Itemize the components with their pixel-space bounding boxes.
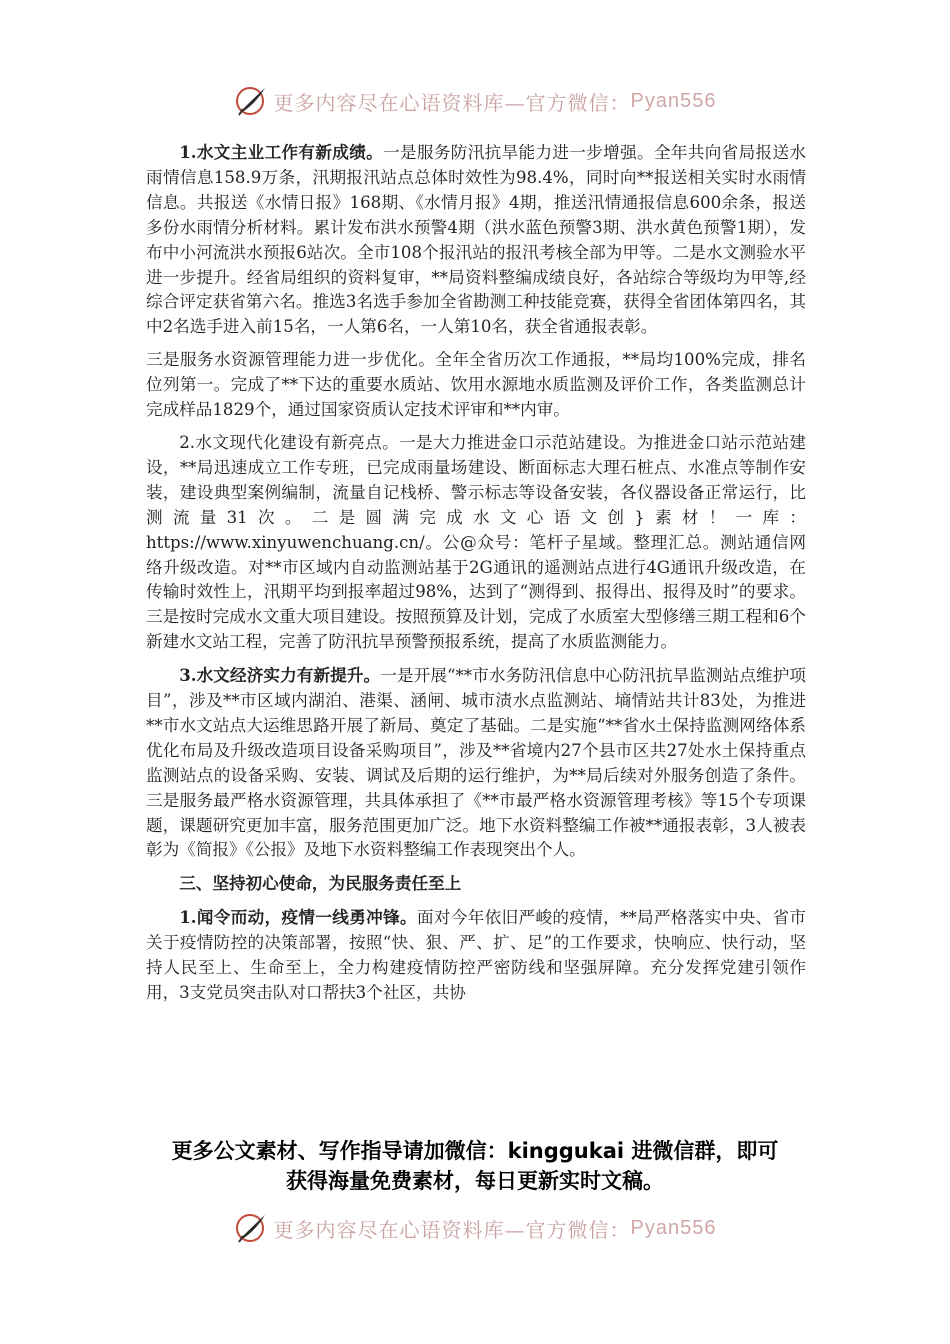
quill-logo-icon [234,84,268,118]
footer-banner [0,1211,950,1245]
paragraph-1 [146,140,806,340]
paragraph-4 [146,663,806,863]
paragraph-4-text: 一是开展“**市水务防汛信息中心防汛抗旱监测站点维护项目”，涉及**市区域内湖泊、港渠、涵闸、城市渍水点监测站、墒情站共计83处，为推进**市水文站点大运维思路开展了新局、奠定了基础。二是实施“**省水土保持监测网络体系优化布局及升级改造项目设备采购项目”，涉及**省境内27个县市区共27处水土保持重点监测站点的设备采购、安装、调试及后期的运行维护，为**局后续对外服务创造了条件。三是服务最严格水资源管理，共具体承担了《**市最严格水资源管理考核》等15个专项课题，课题研究更加丰富，服务范围更加广泛。地下水资料整编工作被**通报表彰，3人被表彰为《简报》《公报》及地下水资料整编工作表现突出个人。 [146,666,806,860]
paragraph-1-heading: 1.水文主业工作有新成绩。 [179,142,384,162]
paragraph-5-text: 面对今年依旧严峻的疫情，**局严格落实中央、省市关于疫情防控的决策部署，按照“快、狠、严、扩、足”的工作要求，快响应、快行动，坚持人民至上、生命至上，全力构建疫情防控严密防线和坚强屏障。充分发挥党建引领作用，3支党员突击队对口帮扶3个社区，共协 [146,908,807,1002]
paragraph-2 [146,348,806,423]
paragraph-1-text: 一是服务防汛抗旱能力进一步增强。全年共向省局报送水雨情信息158.9万条，汛期报汛站点总体时效性为98.4%，同时向**报送相关实时水雨情信息。共报送《水情日报》168期、《水情月报》4期，推送汛情通报信息600余条，报送多份水雨情分析材料。累计发布洪水预警4期（洪水蓝色预警3期、洪水黄色预警1期），发布中小河流洪水预报6站次。全市108个报汛站的报汛考核全部为甲等。二是水文测验水平进一步提升。经省局组织的资料复审，**局资料整编成绩良好，各站综合等级均为甲等,经综合评定获省第六名。推选3名选手参加全省勘测工种技能竞赛，获得全省团体第四名，其中2名选手进入前15名，一人第6名，一人第10名，获全省通报表彰。 [146,143,806,337]
paragraph-2-text: 三是服务水资源管理能力进一步优化。全年全省历次工作通报，**局均100%完成，排名位列第一。完成了**下达的重要水质站、饮用水源地水质监测及评价工作，各类监测总计完成样品1829个，通过国家资质认定技术评审和**内审。 [146,350,806,420]
paragraph-3-text: 2.水文现代化建设有新亮点。一是大力推进金口示范站建设。为推进金口站示范站建设，**局迅速成立工作专班，已完成雨量场建设、断面标志大理石桩点、水准点等制作安装，建设典型案例编制，流量自记栈桥、警示标志等设备安装，各仪器设备正常运行，比测流量31次。二是圆满完成水文心语文创}素材！一库：https://www.xinyuwenchuang.cn/。公@众号：笔杆子星域。整理汇总。测站通信网络升级改造。对**市区域内自动监测站基于2G通讯的遥测站点进行4G通讯升级改造，在传输时效性上，汛期平均到报率超过98%，达到了“测得到、报得出、报得及时”的要求。三是按时完成水文重大项目建设。按照预算及计划，完成了水质室大型修缮三期工程和6个新建水文站工程，完善了防汛抗旱预警预报系统，提高了水质监测能力。 [146,432,806,652]
section-heading-text: 三、坚持初心使命，为民服务责任至上 [179,873,462,894]
footer-banner-text: 更多内容尽在心语资料库—官方微信： [273,1217,631,1242]
paragraph-3 [146,431,806,655]
paragraph-5 [146,905,806,1006]
header-banner [0,84,950,118]
paragraph-5-heading: 1.闻令而动，疫情一线勇冲锋。 [179,907,417,928]
promo-line-2: 获得海量免费素材，每日更新实时文稿。 [286,1169,664,1193]
section-heading [146,871,806,897]
header-banner-text: 更多内容尽在心语资料库—官方微信： [273,90,631,115]
paragraph-4-heading: 3.水文经济实力有新提升。 [179,665,381,686]
promo-text [130,1136,820,1196]
promo-line-1: 更多公文素材、写作指导请加微信：kinggukai 进微信群，即可 [171,1139,779,1163]
document-body [146,140,806,1006]
quill-logo-icon [234,1211,268,1245]
header-wechat-id: Pyan556 [630,89,717,112]
footer-wechat-id: Pyan556 [630,1216,717,1239]
